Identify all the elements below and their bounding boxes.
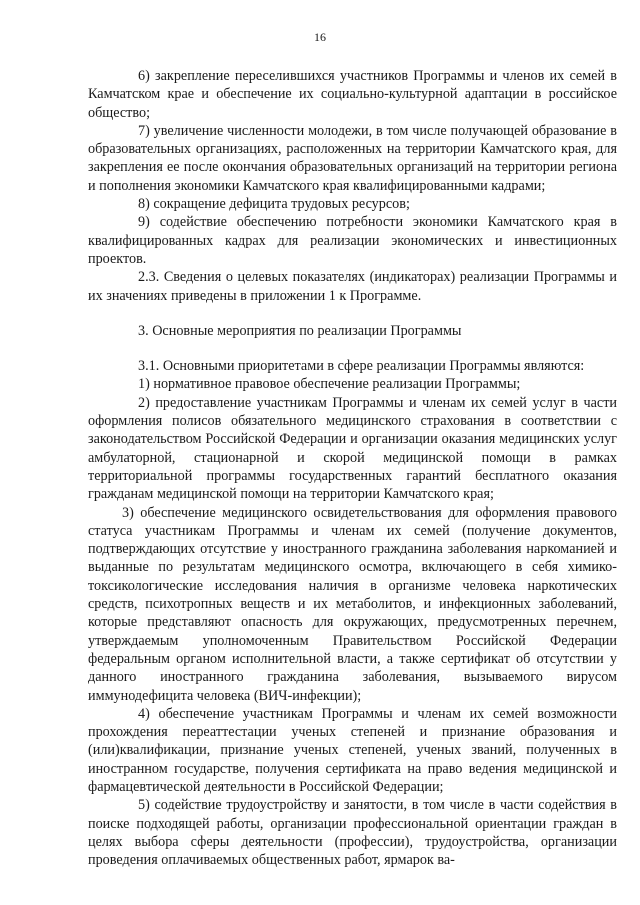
- paragraph-item-8: 8) сокращение дефицита трудовых ресурсов;: [138, 196, 410, 213]
- document-body: [88, 67, 617, 869]
- paragraph-priority-1: 1) нормативное правовое обеспечение реализации Программы;: [138, 376, 521, 393]
- paragraph-priority-4: 4) обеспечение участникам Программы и членам их семей возможности прохождения переаттестации ученых степеней и признание образования и (или)квалификации, признание ученых степеней, ученых званий, полученных в иностранном государстве, получения сертификата на право ведения медицинской и фармацевтической деятельности в Российской Федерации;: [88, 705, 617, 795]
- paragraph-priority-3: 3) обеспечение медицинского освидетельствования для оформления правового статуса участникам Программы и членам их семей (получение документов, подтверждающих отсутствие у иностранного гражданина заболевания наркоманией и выданные по результатам медицинского осмотра, включающего в себя химико-токсикологические исследования наличия в организме человека наркотических средств, психотропных веществ и их метаболитов, и инфекционных заболеваний, которые представляют опасность для окружающих, предусмотренных перечнем, утверждаемым уполномоченным Правительством Российской Федерации федеральным органом исполнительной власти, а также сертификат об отсутствии у данного иностранного гражданина заболевания, вызываемого вирусом иммунодефицита человека (ВИЧ-инфекции);: [88, 504, 617, 704]
- paragraph-3-1: 3.1. Основными приоритетами в сфере реализации Программы являются:: [138, 358, 585, 375]
- section-heading: 3. Основные мероприятия по реализации Программы: [138, 322, 462, 339]
- paragraph-priority-5: 5) содействие трудоустройству и занятости, в том числе в части содействия в поиске подходящей работы, организации профессиональной ориентации граждан в целях выбора сферы деятельности (профессии), трудоустройства, организации проведения оплачиваемых общественных работ, ярмарок ва-: [88, 797, 617, 869]
- paragraph-2-3: 2.3. Сведения о целевых показателях (индикаторах) реализации Программы и их значениях приведены в приложении 1 к Программе.: [88, 269, 617, 304]
- paragraph-item-7: 7) увеличение численности молодежи, в том числе получающей образование в образовательных организациях, расположенных на территории Камчатского края, для закрепления ее после окончания образовательных организаций на территории региона и пополнения экономики Камчатского края квалифицированными кадрами;: [88, 122, 617, 194]
- paragraph-priority-2: 2) предоставление участникам Программы и членам их семей услуг в части оформления полисов обязательного медицинского страхования в соответствии с законодательством Российской Федерации и организации оказания медицинских услуг амбулаторной, стационарной и скорой медицинской помощи в рамках территориальной программы государственных гарантий бесплатного оказания гражданам медицинской помощи на территории Камчатского края;: [88, 394, 617, 503]
- paragraph-item-9: 9) содействие обеспечению потребности экономики Камчатского края в квалифицированных кадрах для реализации экономических и инвестиционных проектов.: [88, 214, 617, 267]
- page-number: 16: [314, 30, 326, 44]
- paragraph-item-6: 6) закрепление переселившихся участников Программы и членов их семей в Камчатском крае и обеспечение их социально-культурной адаптации в российское общество;: [88, 68, 617, 121]
